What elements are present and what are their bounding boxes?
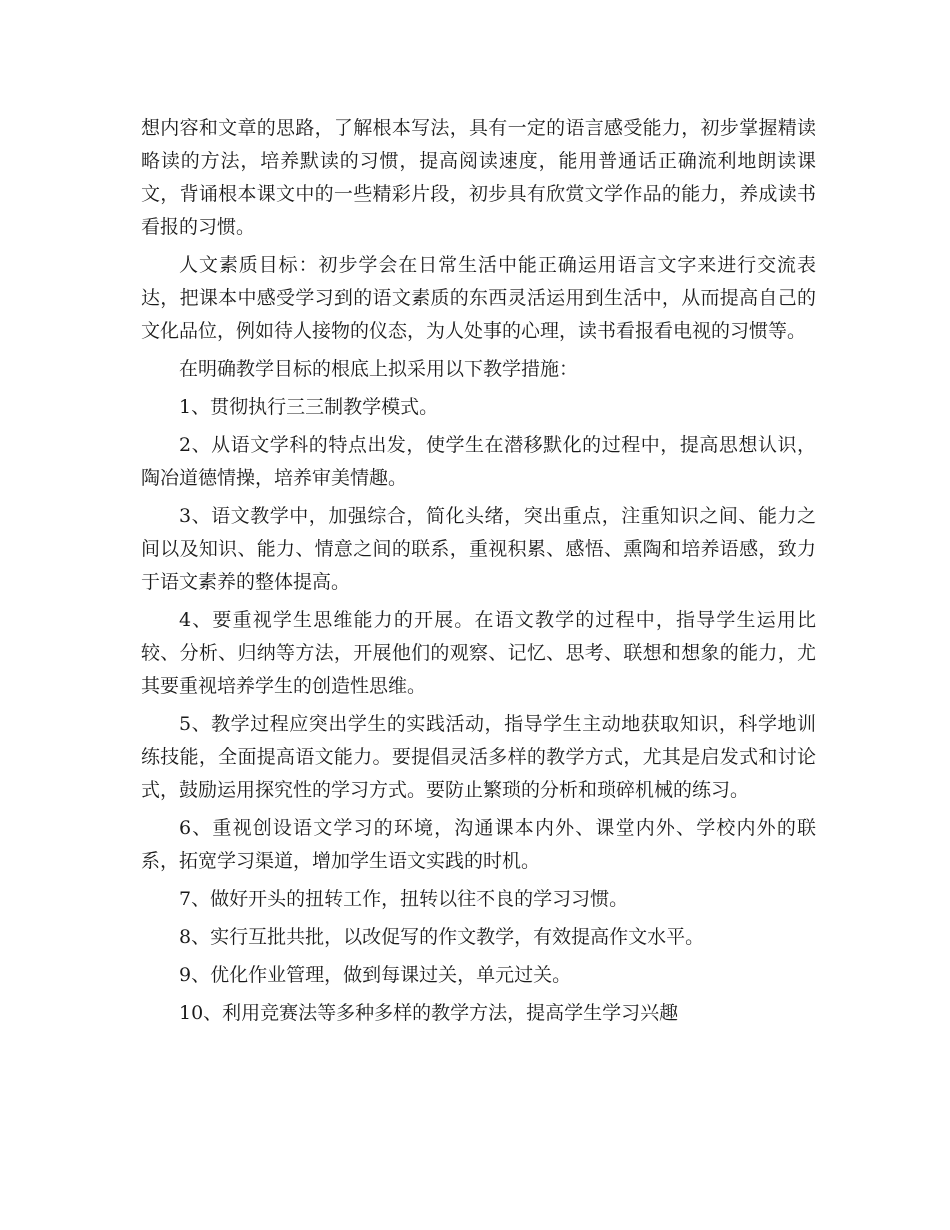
measure-item-6: 6、重视创设语文学习的环境，沟通课本内外、课堂内外、学校内外的联系，拓宽学习渠道，增加学生语文实践的时机。 [141, 817, 816, 872]
measure-item-4: 4、要重视学生思维能力的开展。在语文教学的过程中，指导学生运用比较、分析、归纳等方法，开展他们的观察、记忆、思考、联想和想象的能力，尤其要重视培养学生的创造性思维。 [141, 609, 816, 697]
document-body [141, 112, 816, 1030]
measure-item-2: 2、从语文学科的特点出发，使学生在潜移默化的过程中，提高思想认识，陶冶道德情操，培养审美情趣。 [141, 434, 816, 489]
measure-item-5: 5、教学过程应突出学生的实践活动，指导学生主动地获取知识，科学地训练技能，全面提高语文能力。要提倡灵活多样的教学方式，尤其是启发式和讨论式，鼓励运用探究性的学习方式。要防止繁琐的分析和琐碎机械的练习。 [141, 713, 816, 801]
paragraph-measures-intro: 在明确教学目标的根底上拟采用以下教学措施： [179, 358, 579, 380]
measure-item-8: 8、实行互批共批，以改促写的作文教学，有效提高作文水平。 [179, 926, 705, 948]
measure-item-10: 10、利用竞赛法等多种多样的教学方法，提高学生学习兴趣 [179, 1002, 679, 1024]
measure-item-9: 9、优化作业管理，做到每课过关，单元过关。 [179, 964, 572, 986]
paragraph-continued-reading-goals: 想内容和文章的思路，了解根本写法，具有一定的语言感受能力，初步掌握精读略读的方法，培养默读的习惯，提高阅读速度，能用普通话正确流利地朗读课文，背诵根本课文中的一些精彩片段，初步具有欣赏文学作品的能力，养成读书看报的习惯。 [141, 117, 816, 238]
measure-item-3: 3、语文教学中，加强综合，简化头绪，突出重点，注重知识之间、能力之间以及知识、能力、情意之间的联系，重视积累、感悟、熏陶和培养语感，致力于语文素养的整体提高。 [141, 505, 816, 593]
paragraph-humanities-goal: 人文素质目标：初步学会在日常生活中能正确运用语言文字来进行交流表达，把课本中感受学习到的语文素质的东西灵活运用到生活中，从而提高自己的文化品位，例如待人接物的仪态，为人处事的心理，读书看报看电视的习惯等。 [141, 254, 816, 342]
measure-item-1: 1、贯彻执行三三制教学模式。 [179, 396, 439, 418]
measure-item-7: 7、做好开头的扭转工作，扭转以往不良的学习习惯。 [179, 888, 629, 910]
